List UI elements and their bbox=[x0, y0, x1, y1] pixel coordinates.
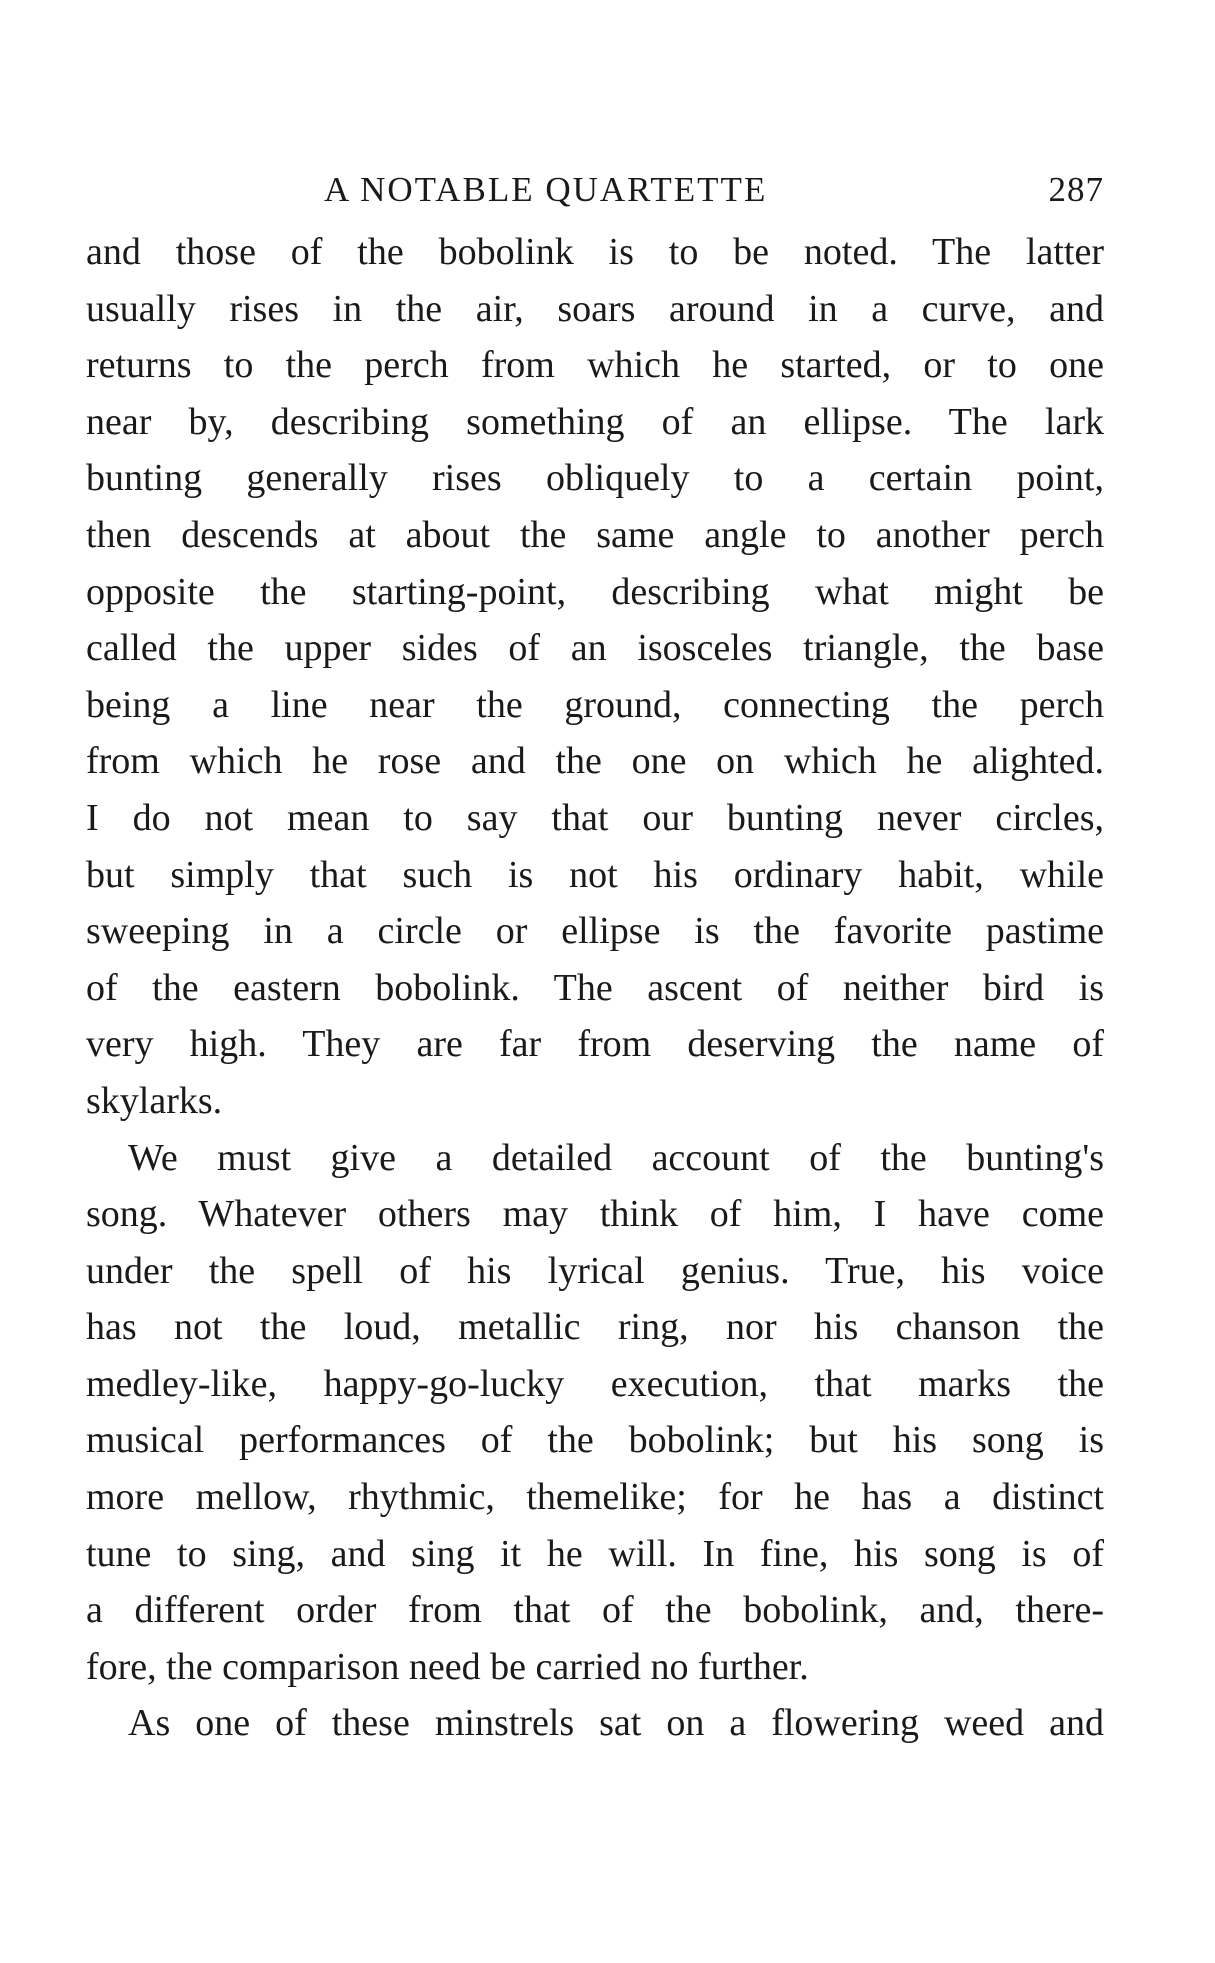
text-line: very high. They are far from deserving the name of bbox=[86, 1023, 1104, 1066]
text-line: usually rises in the air, soars around in a curve, and bbox=[86, 287, 1104, 330]
text-line: fore, the comparison need be carried no further. bbox=[86, 1645, 809, 1688]
text-line: being a line near the ground, connecting the perch bbox=[86, 683, 1104, 726]
book-page bbox=[86, 170, 1104, 1752]
running-title: A NOTABLE QUARTETTE bbox=[324, 170, 768, 209]
text-line: We must give a detailed account of the bunting's bbox=[128, 1136, 1104, 1179]
text-line: bunting generally rises obliquely to a certain point, bbox=[86, 457, 1104, 500]
text-line: I do not mean to say that our bunting never circles, bbox=[86, 796, 1104, 839]
paragraph bbox=[86, 1130, 1104, 1696]
text-line: and those of the bobolink is to be noted. The latter bbox=[86, 231, 1104, 273]
text-line: from which he rose and the one on which he alighted. bbox=[86, 740, 1104, 783]
text-line: near by, describing something of an ellipse. The lark bbox=[86, 400, 1104, 443]
paragraph bbox=[86, 1695, 1104, 1752]
text-line: has not the loud, metallic ring, nor his chanson the bbox=[86, 1306, 1104, 1349]
text-line: returns to the perch from which he started, or to one bbox=[86, 344, 1104, 387]
page-number: 287 bbox=[1048, 170, 1104, 209]
text-line: musical performances of the bobolink; but his song is bbox=[86, 1419, 1104, 1462]
text-line: tune to sing, and sing it he will. In fine, his song is of bbox=[86, 1532, 1104, 1575]
text-line: more mellow, rhythmic, themelike; for he has a distinct bbox=[86, 1476, 1104, 1519]
body-text bbox=[86, 224, 1104, 1752]
text-line: song. Whatever others may think of him, I have come bbox=[86, 1193, 1104, 1236]
text-line: As one of these minstrels sat on a flowering weed and bbox=[128, 1702, 1104, 1745]
text-line: skylarks. bbox=[86, 1079, 223, 1122]
text-line: of the eastern bobolink. The ascent of neither bird is bbox=[86, 966, 1104, 1009]
text-line: a different order from that of the bobolink, and, there- bbox=[86, 1589, 1104, 1632]
paragraph bbox=[86, 224, 1104, 1130]
text-line: then descends at about the same angle to another perch bbox=[86, 513, 1104, 556]
text-line: sweeping in a circle or ellipse is the favorite pastime bbox=[86, 910, 1104, 953]
text-line: but simply that such is not his ordinary habit, while bbox=[86, 853, 1104, 896]
text-line: called the upper sides of an isosceles triangle, the base bbox=[86, 627, 1104, 670]
running-head bbox=[86, 170, 1104, 224]
text-line: medley-like, happy-go-lucky execution, that marks the bbox=[86, 1362, 1104, 1405]
text-line: opposite the starting-point, describing what might be bbox=[86, 570, 1104, 613]
text-line: under the spell of his lyrical genius. True, his voice bbox=[86, 1249, 1104, 1292]
